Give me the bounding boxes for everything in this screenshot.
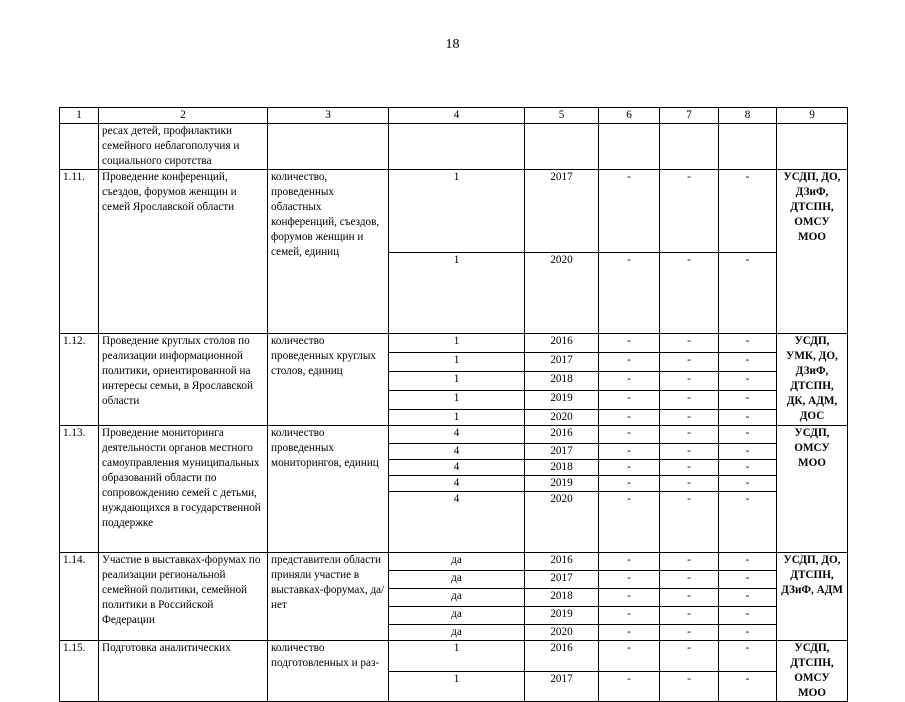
dash-value: -	[719, 410, 777, 426]
measure-executors: УСДП, ДО, ДЗиФ, ДТСПН, ОМСУ МОО	[777, 170, 848, 334]
year-cell	[525, 124, 599, 170]
target-value: 1	[389, 353, 525, 372]
table-row	[60, 334, 848, 353]
target-value: 1	[389, 671, 525, 702]
dash-value: -	[660, 625, 719, 641]
dash-value: -	[660, 334, 719, 353]
dash-value: -	[719, 625, 777, 641]
year-value: 2019	[525, 607, 599, 625]
dash-value: -	[599, 253, 660, 334]
page-number: 18	[445, 37, 460, 52]
dash-value: -	[660, 641, 719, 672]
table-row	[60, 553, 848, 571]
target-value: 1	[389, 170, 525, 253]
value-cell	[599, 124, 660, 170]
dash-value: -	[719, 641, 777, 672]
year-value: 2016	[525, 641, 599, 672]
dash-value: -	[719, 492, 777, 553]
measure-indicator: количество проведенных круглых столов, единиц	[268, 334, 389, 426]
target-value: 4	[389, 492, 525, 553]
continuation-row	[60, 124, 848, 170]
header-cell: 7	[660, 108, 719, 124]
value-cell	[660, 124, 719, 170]
dash-value: -	[660, 553, 719, 571]
year-value: 2020	[525, 253, 599, 334]
year-value: 2016	[525, 334, 599, 353]
dash-value: -	[599, 492, 660, 553]
header-cell: 1	[60, 108, 99, 124]
dash-value: -	[719, 353, 777, 372]
header-row	[60, 108, 848, 124]
measure-name: Участие в выставках-форумах по реализации региональной семейной политики, семейной политики в Российской Федерации	[99, 553, 268, 641]
year-value: 2019	[525, 391, 599, 410]
dash-value: -	[660, 391, 719, 410]
executors-cell	[777, 124, 848, 170]
header-cell: 2	[99, 108, 268, 124]
dash-value: -	[660, 607, 719, 625]
measure-name: Подготовка аналитических	[99, 641, 268, 702]
dash-value: -	[599, 353, 660, 372]
dash-value: -	[719, 334, 777, 353]
dash-value: -	[660, 492, 719, 553]
measure-name: Проведение конференций, съездов, форумов женщин и семей Ярославской области	[99, 170, 268, 334]
indicator-cell	[268, 124, 389, 170]
dash-value: -	[719, 589, 777, 607]
year-value: 2016	[525, 553, 599, 571]
measure-executors: УСДП, ДТСПН, ОМСУ МОО	[777, 641, 848, 702]
header-cell: 6	[599, 108, 660, 124]
target-value: 4	[389, 426, 525, 444]
header-cell: 3	[268, 108, 389, 124]
dash-value: -	[719, 460, 777, 476]
dash-value: -	[719, 372, 777, 391]
value-cell	[389, 124, 525, 170]
dash-value: -	[599, 444, 660, 460]
dash-value: -	[719, 170, 777, 253]
measure-indicator: количество проведенных мониторингов, единиц	[268, 426, 389, 553]
target-value: 1	[389, 641, 525, 672]
dash-value: -	[660, 372, 719, 391]
header-cell: 4	[389, 108, 525, 124]
dash-value: -	[599, 372, 660, 391]
year-value: 2017	[525, 353, 599, 372]
target-value: 1	[389, 372, 525, 391]
dash-value: -	[719, 553, 777, 571]
measure-number: 1.11.	[60, 170, 99, 334]
dash-value: -	[599, 571, 660, 589]
table-row	[60, 426, 848, 444]
dash-value: -	[660, 410, 719, 426]
dash-value: -	[660, 571, 719, 589]
header-cell: 5	[525, 108, 599, 124]
year-value: 2018	[525, 589, 599, 607]
year-value: 2017	[525, 444, 599, 460]
measure-executors: УСДП, УМК, ДО, ДЗиФ, ДТСПН, ДК, АДМ, ДОС	[777, 334, 848, 426]
dash-value: -	[599, 607, 660, 625]
table-row	[60, 641, 848, 672]
target-value: да	[389, 625, 525, 641]
dash-value: -	[599, 476, 660, 492]
dash-value: -	[719, 444, 777, 460]
dash-value: -	[660, 426, 719, 444]
target-value: да	[389, 571, 525, 589]
target-value: 1	[389, 253, 525, 334]
target-value: 1	[389, 334, 525, 353]
num-cell	[60, 124, 99, 170]
year-value: 2019	[525, 476, 599, 492]
dash-value: -	[599, 170, 660, 253]
dash-value: -	[599, 553, 660, 571]
measure-number: 1.13.	[60, 426, 99, 553]
name-cell: ресах детей, профилактики семейного неблагополучия и социального сиротства	[99, 124, 268, 170]
year-value: 2017	[525, 671, 599, 702]
dash-value: -	[719, 671, 777, 702]
dash-value: -	[599, 625, 660, 641]
year-value: 2017	[525, 170, 599, 253]
table-body	[60, 108, 848, 702]
dash-value: -	[660, 444, 719, 460]
target-value: 4	[389, 444, 525, 460]
year-value: 2020	[525, 492, 599, 553]
dash-value: -	[599, 426, 660, 444]
value-cell	[719, 124, 777, 170]
dash-value: -	[660, 353, 719, 372]
header-cell: 8	[719, 108, 777, 124]
dash-value: -	[599, 671, 660, 702]
measure-number: 1.15.	[60, 641, 99, 702]
measure-name: Проведение мониторинга деятельности органов местного самоуправления муниципальных образований области по сопровождению семей с детьми, нуждающихся в государственной поддержке	[99, 426, 268, 553]
dash-value: -	[599, 334, 660, 353]
dash-value: -	[660, 460, 719, 476]
target-value: 4	[389, 476, 525, 492]
year-value: 2018	[525, 460, 599, 476]
dash-value: -	[719, 391, 777, 410]
measure-number: 1.12.	[60, 334, 99, 426]
dash-value: -	[599, 589, 660, 607]
dash-value: -	[599, 460, 660, 476]
year-value: 2018	[525, 372, 599, 391]
year-value: 2017	[525, 571, 599, 589]
table-row	[60, 170, 848, 253]
measure-executors: УСДП, ОМСУ МОО	[777, 426, 848, 553]
target-value: 1	[389, 410, 525, 426]
target-value: да	[389, 589, 525, 607]
dash-value: -	[719, 476, 777, 492]
dash-value: -	[599, 391, 660, 410]
measure-executors: УСДП, ДО, ДТСПН, ДЗиФ, АДМ	[777, 553, 848, 641]
dash-value: -	[599, 410, 660, 426]
year-value: 2020	[525, 625, 599, 641]
target-value: да	[389, 553, 525, 571]
measure-indicator: количество, проведенных областных конференций, съездов, форумов женщин и семей, единиц	[268, 170, 389, 334]
measure-name: Проведение круглых столов по реализации информационной политики, ориентированной на интересы семьи, в Ярославской области	[99, 334, 268, 426]
dash-value: -	[660, 671, 719, 702]
dash-value: -	[660, 170, 719, 253]
measure-indicator: количество подготовленных и раз-	[268, 641, 389, 702]
header-cell: 9	[777, 108, 848, 124]
year-value: 2016	[525, 426, 599, 444]
dash-value: -	[719, 571, 777, 589]
year-value: 2020	[525, 410, 599, 426]
measure-number: 1.14.	[60, 553, 99, 641]
plan-table	[59, 107, 848, 702]
dash-value: -	[599, 641, 660, 672]
dash-value: -	[660, 476, 719, 492]
dash-value: -	[660, 253, 719, 334]
target-value: 4	[389, 460, 525, 476]
target-value: 1	[389, 391, 525, 410]
dash-value: -	[719, 426, 777, 444]
measure-indicator: представители области приняли участие в выставках-форумах, да/нет	[268, 553, 389, 641]
target-value: да	[389, 607, 525, 625]
dash-value: -	[660, 589, 719, 607]
dash-value: -	[719, 253, 777, 334]
dash-value: -	[719, 607, 777, 625]
